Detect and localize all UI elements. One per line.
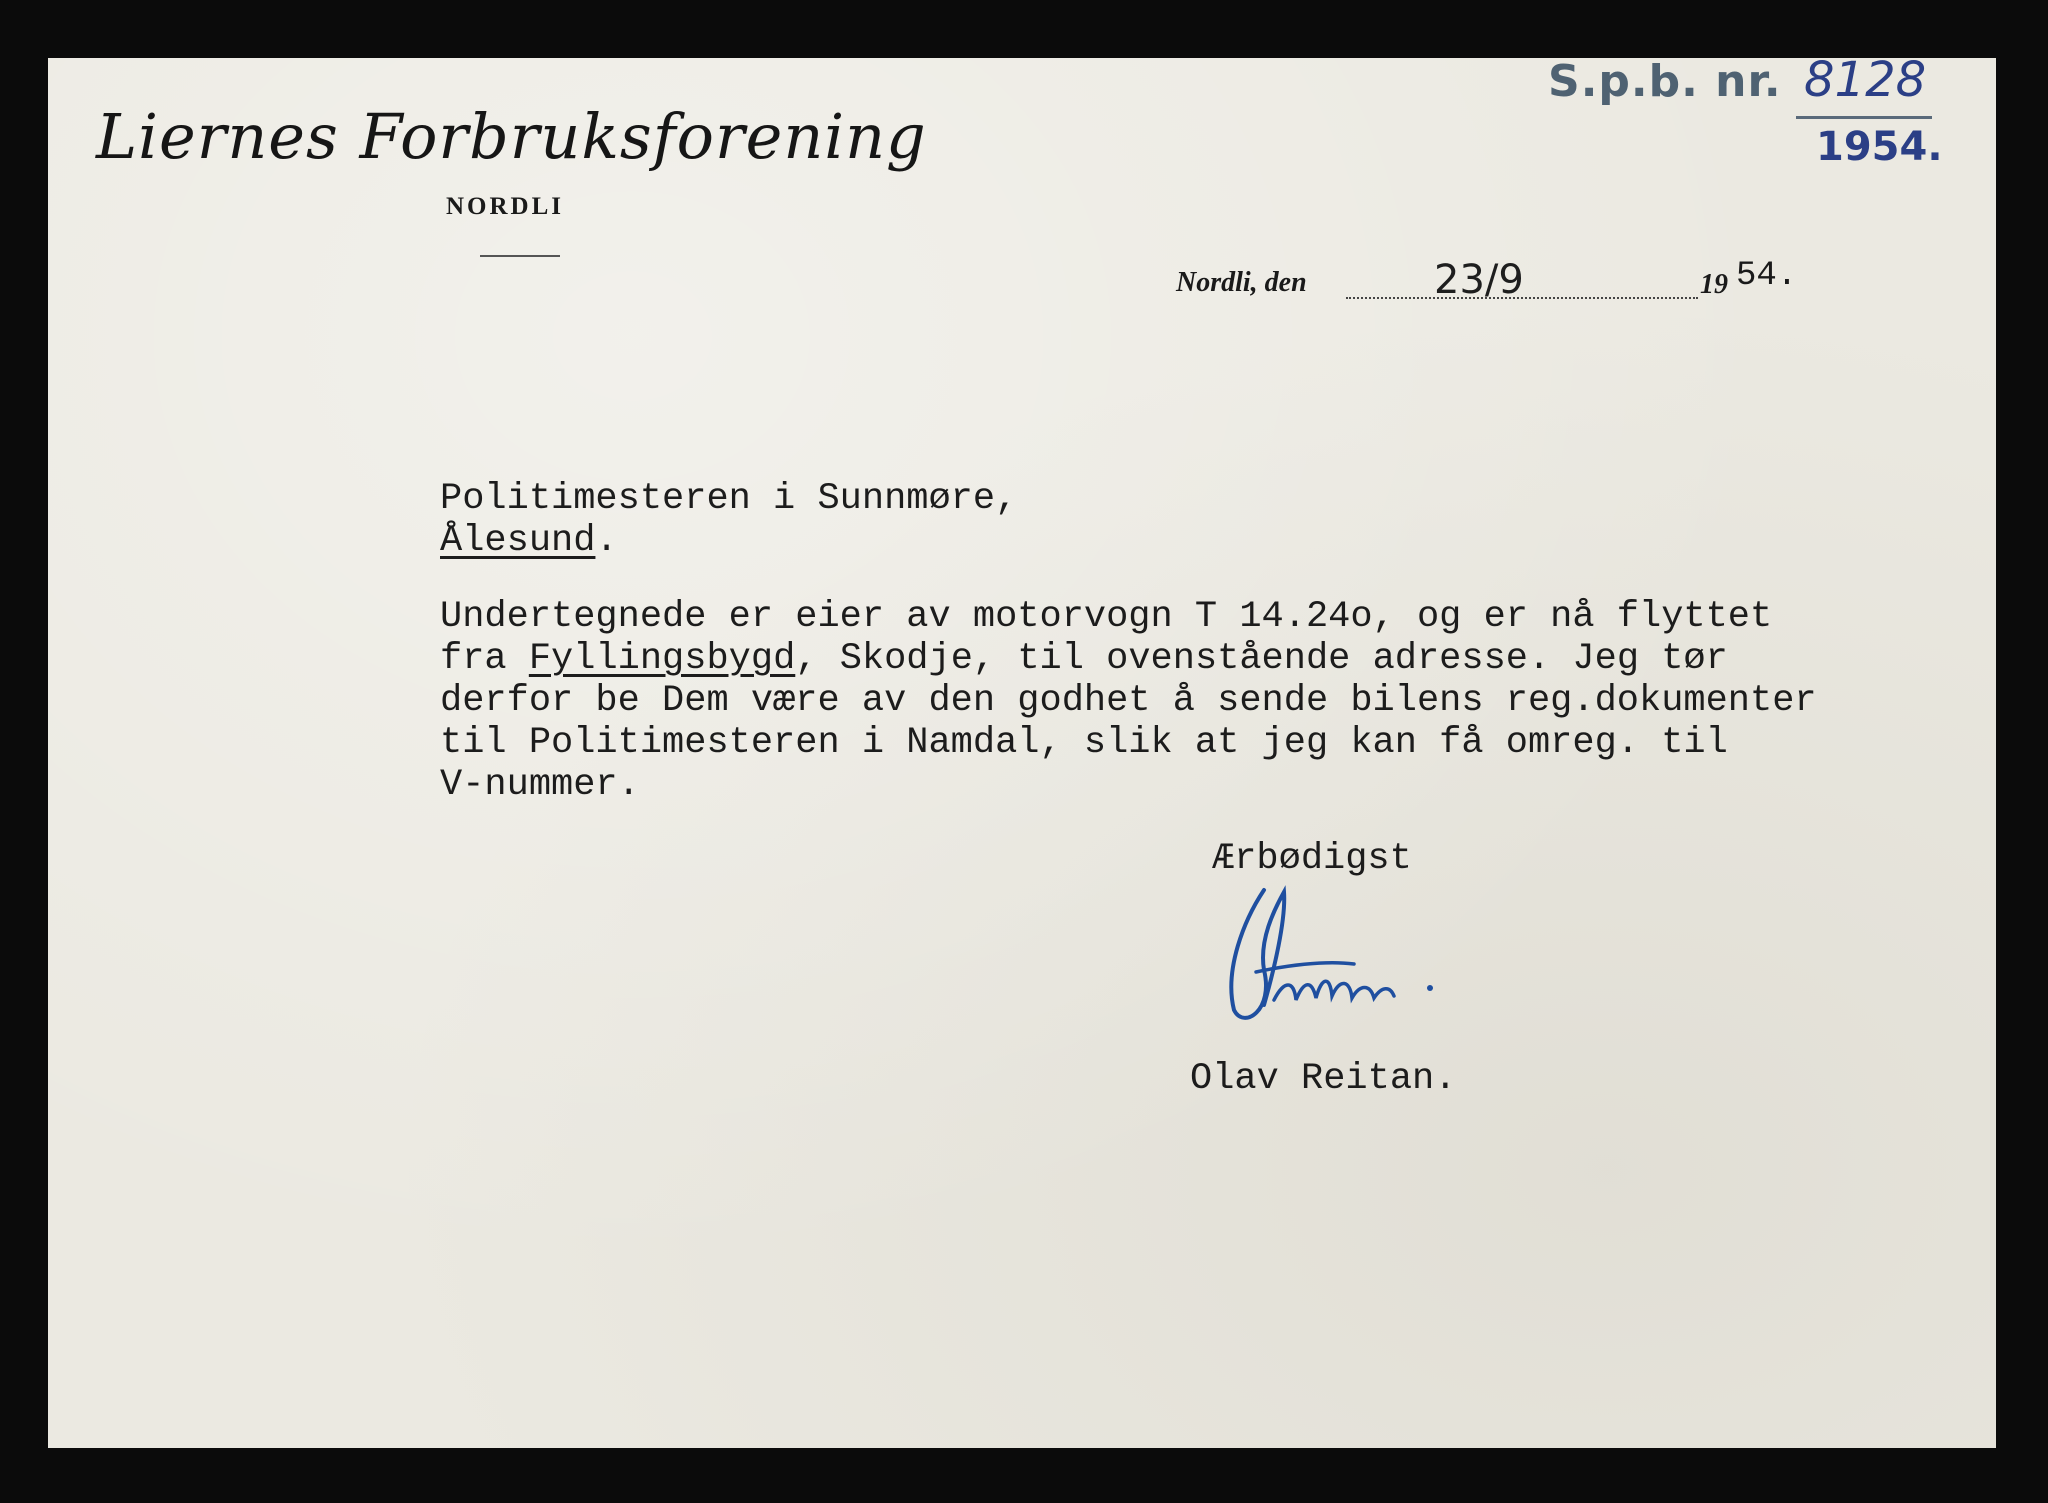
recipient-city: Ålesund <box>440 520 596 562</box>
body-place-name: Fyllingsbygd <box>528 638 796 680</box>
dateline <box>1176 255 1876 315</box>
date-century: 19 <box>1700 269 1728 300</box>
recipient-city-suffix: . <box>595 520 618 562</box>
body-line-4: til Politimesteren i Namdal, slik at jeg kan få omreg. til <box>440 722 1728 764</box>
body-line-5: V-nummer. <box>440 764 640 806</box>
archive-stamp <box>1548 52 1943 192</box>
stamp-number: 8128 <box>1804 52 1927 108</box>
handwritten-signature <box>1204 880 1464 1040</box>
recipient-city-line <box>440 520 618 562</box>
body-line-1: Undertegnede er eier av motorvogn T 14.24o, og er nå flyttet <box>440 596 1773 638</box>
body-line-2 <box>440 638 1728 680</box>
body-line-3: derfor be Dem være av den godhet å sende bilens reg.dokumenter <box>440 680 1817 722</box>
typed-signature-name: Olav Reitan. <box>1190 1058 1457 1100</box>
closing: Ærbødigst <box>1212 838 1412 880</box>
body-line-2-prefix: fra <box>440 638 529 680</box>
letterhead-divider <box>480 255 560 257</box>
letterhead-company-name: Liernes Forbruksforening <box>96 100 927 173</box>
stamp-underline <box>1796 116 1932 119</box>
date-year-suffix: 54. <box>1736 257 1798 295</box>
stamp-label: S.p.b. nr. <box>1548 56 1782 107</box>
recipient-line: Politimesteren i Sunnmøre, <box>440 478 1018 520</box>
date-prefix: Nordli, den <box>1176 267 1307 298</box>
body-line-2-rest: , Skodje, til ovenstående adresse. Jeg tør <box>795 638 1728 680</box>
date-day-month: 23/9 <box>1434 257 1524 303</box>
stamp-year: 1954. <box>1816 124 1943 170</box>
letterhead-place: NORDLI <box>446 193 565 220</box>
